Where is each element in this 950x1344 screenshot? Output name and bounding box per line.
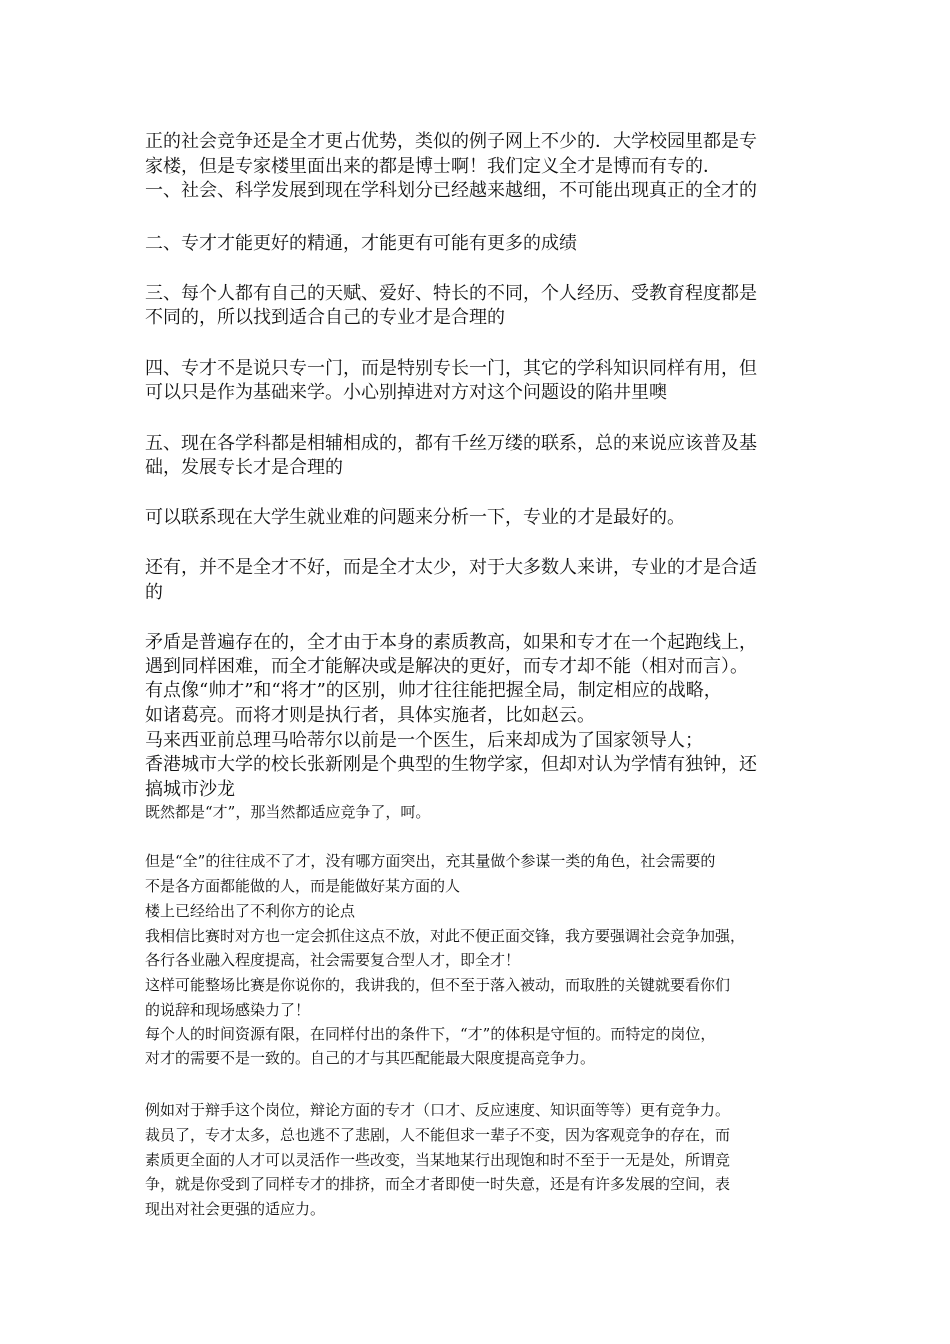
text-line: 五、现在各学科都是相辅相成的，都有千丝万缕的联系，总的来说应该普及基 xyxy=(145,433,757,454)
text-line: 还有，并不是全才不好，而是全才太少，对于大多数人来讲，专业的才是合适 xyxy=(145,557,757,578)
text-line: 素质更全面的人才可以灵活作一些改变，当某地某行出现饱和时不至于一无是处，所谓竞 xyxy=(145,1151,731,1169)
text-line: 一、社会、科学发展到现在学科划分已经越来越细，不可能出现真正的全才的 xyxy=(145,180,757,201)
text-line: 现出对社会更强的适应力。 xyxy=(145,1200,326,1218)
text-line: 三、每个人都有自己的天赋、爱好、特长的不同，个人经历、受教育程度都是 xyxy=(145,283,757,304)
text-line: 例如对于辩手这个岗位，辩论方面的专才（口才、反应速度、知识面等等）更有竞争力。 xyxy=(145,1101,731,1119)
text-line: 的说辞和现场感染力了！ xyxy=(145,1001,311,1019)
text-line: 可以联系现在大学生就业难的问题来分析一下，专业的才是最好的。 xyxy=(145,507,685,528)
text-line: 家楼，但是专家楼里面出来的都是博士啊！我们定义全才是博而有专的． xyxy=(145,156,721,177)
text-line: 马来西亚前总理马哈蒂尔以前是一个医生，后来却成为了国家领导人； xyxy=(145,730,703,751)
text-line: 矛盾是普遍存在的，全才由于本身的素质教高，如果和专才在一个起跑线上， xyxy=(145,632,757,653)
text-line: 二、专才才能更好的精通，才能更有可能有更多的成绩 xyxy=(145,233,577,254)
text-line: 香港城市大学的校长张新刚是个典型的生物学家，但却对认为学情有独钟，还 xyxy=(145,754,757,775)
text-line: 争，就是你受到了同样专才的排挤，而全才者即使一时失意，还是有许多发展的空间，表 xyxy=(145,1175,731,1193)
text-line: 每个人的时间资源有限，在同样付出的条件下，“才”的体积是守恒的。而特定的岗位， xyxy=(145,1025,716,1043)
text-line: 有点像“帅才”和“将才”的区别，帅才往往能把握全局，制定相应的战略， xyxy=(145,680,722,701)
text-line: 各行各业融入程度提高，社会需要复合型人才，即全才！ xyxy=(145,951,521,969)
text-line: 正的社会竞争还是全才更占优势，类似的例子网上不少的．大学校园里都是专 xyxy=(145,131,757,152)
text-line: 这样可能整场比赛是你说你的，我讲我的，但不至于落入被动，而取胜的关键就要看你们 xyxy=(145,976,731,994)
text-line: 不是各方面都能做的人，而是能做好某方面的人 xyxy=(145,877,461,895)
text-line: 但是“全”的往往成不了才，没有哪方面突出，充其量做个参谋一类的角色，社会需要的 xyxy=(145,852,716,870)
text-line: 不同的，所以找到适合自己的专业才是合理的 xyxy=(145,307,505,328)
text-line: 的 xyxy=(145,582,163,603)
text-line: 搞城市沙龙 xyxy=(145,779,235,800)
text-line: 四、专才不是说只专一门，而是特别专长一门，其它的学科知识同样有用，但 xyxy=(145,358,757,379)
text-line: 楼上已经给出了不利你方的论点 xyxy=(145,902,356,920)
text-line: 对才的需要不是一致的。自己的才与其匹配能最大限度提高竞争力。 xyxy=(145,1049,596,1067)
text-line: 遇到同样困难，而全才能解决或是解决的更好，而专才却不能（相对而言）。 xyxy=(145,656,748,677)
text-line: 可以只是作为基础来学。小心别掉进对方对这个问题设的陷井里噢 xyxy=(145,382,667,403)
text-line: 础，发展专长才是合理的 xyxy=(145,457,343,478)
text-line: 既然都是“才”，那当然都适应竞争了，呵。 xyxy=(145,803,431,821)
text-line: 我相信比赛时对方也一定会抓住这点不放，对此不便正面交锋，我方要强调社会竞争加强， xyxy=(145,927,746,945)
text-line: 如诸葛亮。而将才则是执行者，具体实施者，比如赵云。 xyxy=(145,705,595,726)
text-line: 裁员了，专才太多，总也逃不了悲剧，人不能但求一辈子不变，因为客观竞争的存在，而 xyxy=(145,1126,731,1144)
